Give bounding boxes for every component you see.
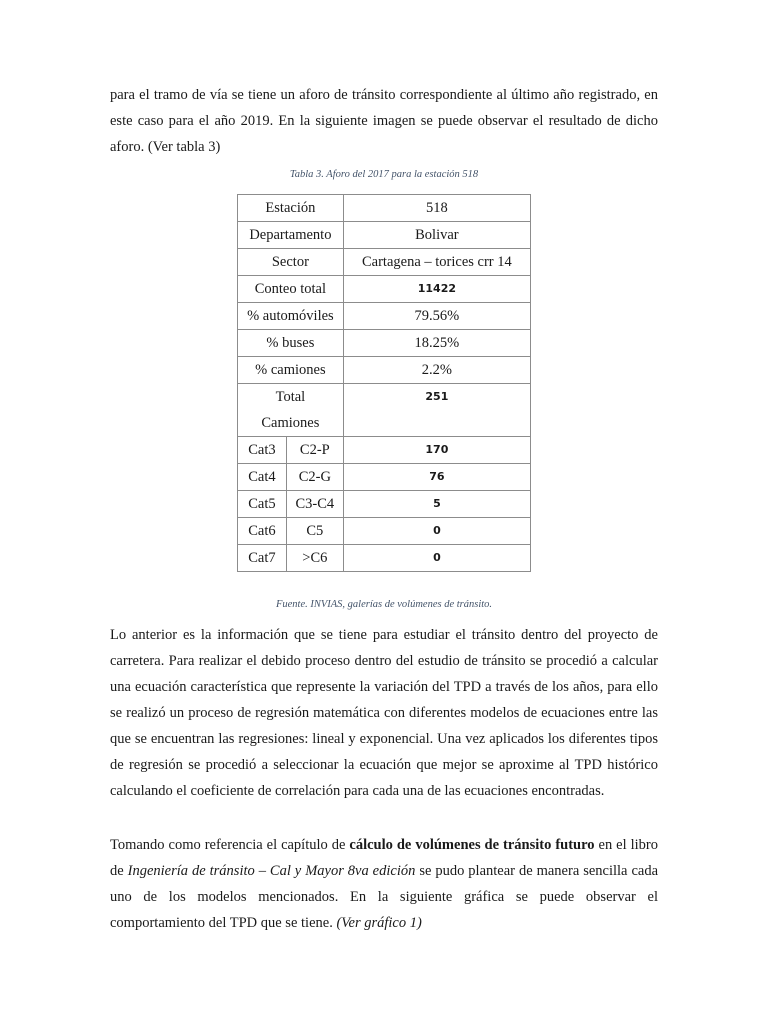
row-label: % buses — [238, 330, 344, 357]
category-value: 5 — [343, 491, 530, 518]
category-value: 170 — [343, 437, 530, 464]
table-row — [238, 195, 531, 222]
traffic-count-table — [237, 194, 531, 572]
body-paragraph: Lo anterior es la información que se tiene para estudiar el tránsito dentro del proyecto de carretera. Para realizar el debido proceso dentro del estudio de tránsito se procedió a calcular una ecuación característica que represente la variación del TPD a través de los años, para ello se realizó un proceso de regresión matemática con diferentes modelos de ecuaciones entre las que se encuentran las regresiones: lineal y exponencial. Una vez aplicados los diferentes tipos de regresión se procedió a seleccionar la ecuación que mejor se aproxime al TPD histórico calculando el coeficiente de correlación para cada una de las ecuaciones encontradas. — [110, 627, 658, 799]
category-code: Cat7 — [238, 545, 287, 572]
row-label: Sector — [238, 249, 344, 276]
category-code: Cat6 — [238, 518, 287, 545]
category-type: C5 — [286, 518, 343, 545]
row-value: Cartagena – torices crr 14 — [343, 249, 530, 276]
row-label: % camiones — [238, 357, 344, 384]
category-row — [238, 518, 531, 545]
category-code: Cat3 — [238, 437, 287, 464]
row-value: 518 — [343, 195, 530, 222]
category-type: C2-G — [286, 464, 343, 491]
row-label: % automóviles — [238, 303, 344, 330]
row-value: Bolivar — [343, 222, 530, 249]
table-row — [238, 330, 531, 357]
category-code: Cat4 — [238, 464, 287, 491]
category-type: C2-P — [286, 437, 343, 464]
table-row — [238, 303, 531, 330]
row-label: Estación — [238, 195, 344, 222]
category-row — [238, 491, 531, 518]
category-code: Cat5 — [238, 491, 287, 518]
row-label: Departamento — [238, 222, 344, 249]
category-value: 0 — [343, 518, 530, 545]
table-row — [238, 222, 531, 249]
row-value: 2.2% — [343, 357, 530, 384]
category-type: >C6 — [286, 545, 343, 572]
row-value: 251 — [343, 384, 530, 437]
row-label: Total Camiones — [238, 384, 344, 437]
table-row — [238, 276, 531, 303]
italic-book-title: Ingeniería de tránsito – Cal y Mayor 8va edición — [127, 863, 416, 879]
row-value: 79.56% — [343, 303, 530, 330]
table-source: Fuente. INVIAS, galerías de volúmenes de tránsito. — [275, 599, 493, 610]
text-segment: se pudo plantear de manera sencilla cada uno de los modelos mencionados. En la siguiente gráfica se puede observar el comportamiento del TPD que se tiene. — [110, 863, 658, 931]
row-label: Conteo total — [238, 276, 344, 303]
category-type: C3-C4 — [286, 491, 343, 518]
category-value: 76 — [343, 464, 530, 491]
reference-paragraph — [110, 832, 658, 936]
graph-reference: (Ver gráfico 1) — [336, 915, 422, 931]
category-row — [238, 437, 531, 464]
table-row — [238, 357, 531, 384]
table-caption: Tabla 3. Aforo del 2017 para la estación 518 — [289, 169, 479, 180]
table-row — [238, 384, 531, 437]
row-value: 11422 — [343, 276, 530, 303]
category-value: 0 — [343, 545, 530, 572]
text-segment: Tomando como referencia el capítulo de — [110, 837, 350, 853]
text-segment: en el libro de — [110, 837, 658, 879]
row-value: 18.25% — [343, 330, 530, 357]
category-row — [238, 464, 531, 491]
bold-chapter-title: cálculo de volúmenes de tránsito futuro — [349, 837, 595, 853]
table-row — [238, 249, 531, 276]
intro-paragraph: para el tramo de vía se tiene un aforo de tránsito correspondiente al último año registrado, en este caso para el año 2019. En la siguiente imagen se puede observar el resultado de dicho aforo. (Ver tabla 3) — [110, 87, 658, 155]
category-row — [238, 545, 531, 572]
